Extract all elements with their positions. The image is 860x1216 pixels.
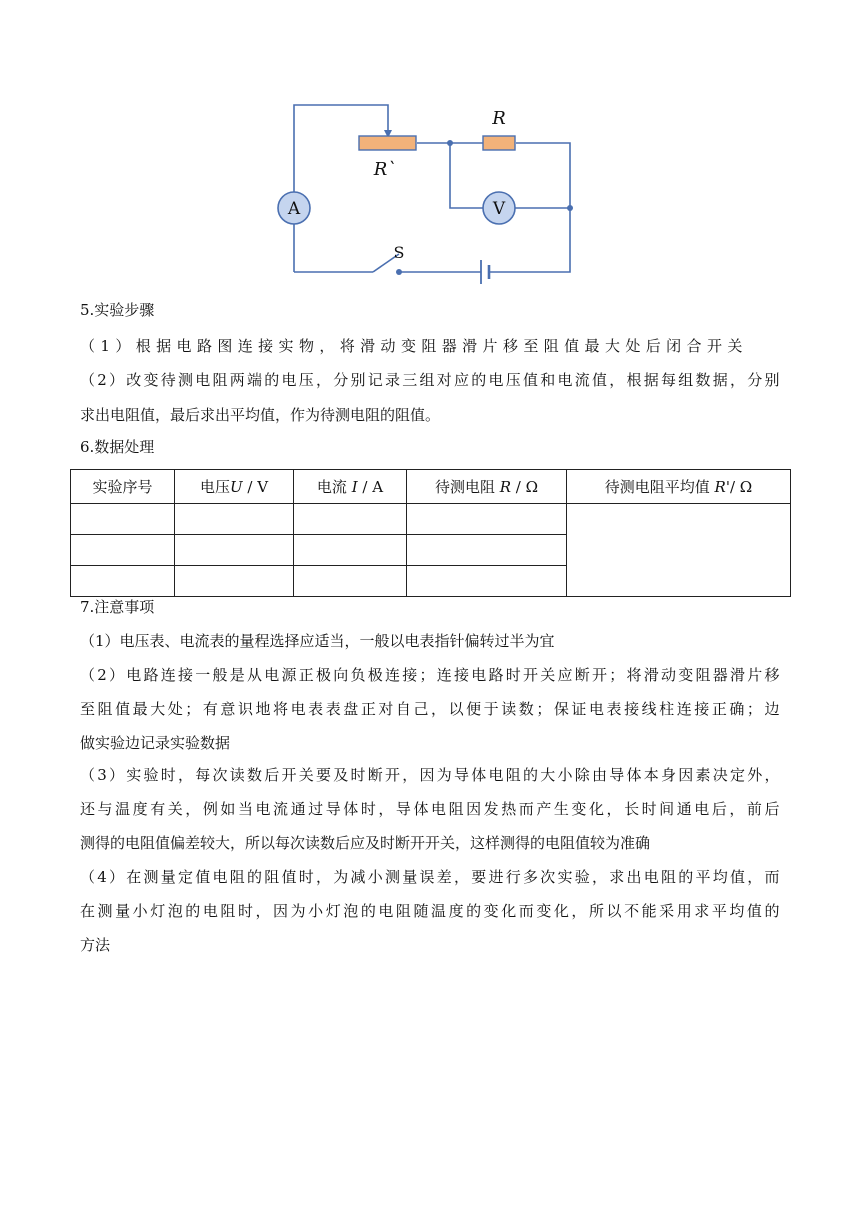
table-cell [407, 535, 567, 566]
section7-p3-line1: （3）实验时，每次读数后开关要及时断开，因为导体电阻的大小除由导体本身因素决定外， [80, 766, 780, 784]
section7-p2-line1: （2）电路连接一般是从电源正极向负极连接；连接电路时开关应断开；将滑动变阻器滑片移 [80, 666, 780, 684]
table-cell-average [567, 504, 791, 597]
circuit-diagram [270, 100, 590, 295]
header-unit: / Ω [511, 478, 539, 496]
section7-p4-line3: 方法 [80, 936, 111, 954]
header-resistance [407, 470, 567, 504]
section5-step2-line2: 求出电阻值，最后求出平均值，作为待测电阻的阻值。 [80, 406, 441, 424]
switch-label: S [393, 243, 405, 262]
section7-p4-line2: 在测量小灯泡的电阻时，因为小灯泡的电阻随温度的变化而变化，所以不能采用求平均值的 [80, 902, 780, 920]
table-cell [294, 504, 407, 535]
section7-p3-line2: 还与温度有关，例如当电流通过导体时，导体电阻因发热而产生变化，长时间通电后，前后 [80, 800, 780, 818]
voltmeter-label: V [492, 199, 506, 219]
data-table [70, 469, 791, 597]
table-cell [71, 566, 175, 597]
header-unit: / A [357, 478, 384, 496]
header-var: R [714, 478, 726, 496]
section7-heading: 7.注意事项 [80, 598, 155, 616]
header-text: 电压 [199, 478, 230, 496]
circuit-wires [294, 105, 570, 284]
header-var: I [351, 478, 358, 496]
header-var: U [229, 478, 243, 496]
table-row [71, 504, 791, 535]
header-text: 待测电阻 [434, 478, 500, 496]
resistor [483, 136, 515, 150]
section7-p2-line3: 做实验边记录实验数据 [80, 734, 231, 752]
rheostat-label: R` [373, 159, 397, 180]
section6-heading: 6.数据处理 [80, 438, 155, 456]
rheostat [359, 136, 416, 150]
table-cell [71, 535, 175, 566]
header-current [294, 470, 407, 504]
section7-p4-line1: （4）在测量定值电阻的阻值时，为减小测量误差，要进行多次实验，求出电阻的平均值，而 [80, 868, 780, 886]
ammeter-label: A [287, 199, 301, 219]
section7-p2-line2: 至阻值最大处；有意识地将电表表盘正对自己，以便于读数；保证电表接线柱连接正确；边 [80, 700, 780, 718]
section7-p3-line3: 测得的电阻值偏差较大，所以每次读数后应及时断开开关，这样测得的电阻值较为准确 [80, 834, 651, 852]
header-unit: '/ Ω [725, 478, 753, 496]
section5-step1: （1）根据电路图连接实物，将滑动变阻器滑片移至阻值最大处后闭合开关 [80, 337, 748, 355]
table-cell [407, 566, 567, 597]
table-cell [294, 535, 407, 566]
table-cell [175, 566, 294, 597]
table-cell [175, 504, 294, 535]
header-text: 实验序号 [92, 478, 153, 496]
resistor-label: R [492, 108, 506, 129]
section5-heading: 5.实验步骤 [80, 301, 155, 319]
junction-dot [447, 140, 453, 146]
section7-p1: （1）电压表、电流表的量程选择应适当，一般以电表指针偏转过半为宜 [80, 632, 555, 650]
header-voltage [175, 470, 294, 504]
header-var: R [499, 478, 512, 496]
table-cell [71, 504, 175, 535]
switch-contact-dot [396, 269, 402, 275]
header-unit: / V [242, 478, 269, 496]
section5-step2-line1: （2）改变待测电阻两端的电压，分别记录三组对应的电压值和电流值，根据每组数据，分别 [80, 371, 780, 389]
header-average-resistance [567, 470, 791, 504]
table-cell [294, 566, 407, 597]
table-header-row [71, 470, 791, 504]
table-cell [407, 504, 567, 535]
table-cell [175, 535, 294, 566]
header-text: 电流 [316, 478, 352, 496]
junction-dot [567, 205, 573, 211]
header-text: 待测电阻平均值 [604, 478, 715, 496]
header-trial-number [71, 470, 175, 504]
wire-voltmeter-left [450, 143, 483, 208]
